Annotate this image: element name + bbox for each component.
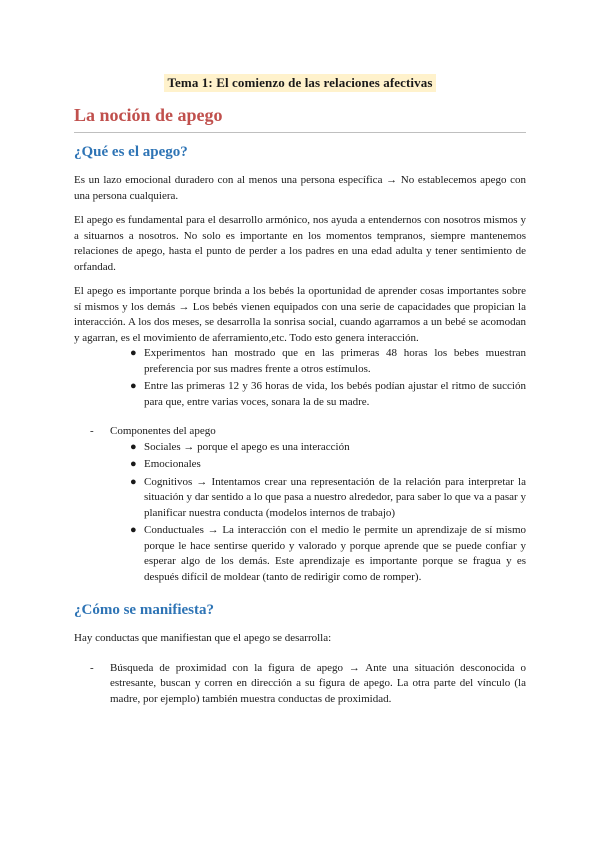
bullet-text: Entre las primeras 12 y 36 horas de vida, los bebés podían ajustar el ritmo de succión para que, entre varias voces, sonara la de su madre. (144, 380, 526, 408)
paragraph-definition: Es un lazo emocional duradero con al menos una persona específica → No establecemos apego con una persona cualquiera. (74, 174, 526, 202)
proximity-text: Búsqueda de proximidad con la figura de apego → Ante una situación desconocida o estresante, buscan y corren en dirección a su figura de apego. La otra parte del vínculo (la madre, por ejemplo) también muestra conductas de proximidad. (110, 661, 526, 705)
bullet-icon: ● (130, 380, 137, 392)
heading-la-nocion-de-apego: La noción de apego (74, 105, 223, 125)
bullet-icon: ● (130, 458, 137, 470)
document-title: Tema 1: El comienzo de las relaciones afectivas (164, 74, 435, 92)
components-list (74, 440, 526, 586)
paragraph-manifest-intro: Hay conductas que manifiestan que el apego se desarrolla: (74, 632, 332, 644)
list-item (74, 475, 526, 522)
paragraph-importance: El apego es fundamental para el desarrollo armónico, nos ayuda a entendernos con nosotros mismos y a situarnos a nosotros. No solo es importante en los momentos tempranos, siempre mantenemos relaciones de apego, hasta el punto de perder a los padres en una edad adulta y tener sentimiento de orfandad. (74, 214, 526, 273)
bullet-icon: ● (130, 347, 137, 359)
heading-divider (74, 132, 526, 133)
heading-que-es-el-apego: ¿Qué es el apego? (74, 144, 188, 160)
list-item (74, 661, 526, 708)
bullet-text: Emocionales (144, 458, 201, 470)
bullet-text: Cognitivos → Intentamos crear una representación de la relación para interpretar la situación y dar sentido a lo que pasa a nuestro alrededor, para saber lo que va a pasar y planificar nuestra conducta (modelos internos de trabajo) (144, 475, 526, 519)
list-item (74, 346, 526, 377)
list-item (74, 457, 526, 473)
bullet-icon: ● (130, 440, 137, 453)
bullet-icon: ● (130, 524, 137, 536)
heading-como-se-manifiesta: ¿Cómo se manifiesta? (74, 602, 214, 618)
evidence-bullet-list (74, 346, 526, 410)
title-wrapper (74, 74, 526, 92)
document-body (74, 74, 526, 707)
dash-icon: - (90, 425, 94, 437)
components-label: Componentes del apego (110, 425, 216, 437)
dash-icon: - (90, 661, 94, 674)
paragraph-opportunity: El apego es importante porque brinda a los bebés la oportunidad de aprender cosas importantes sobre sí mismos y los demás → Los bebés vienen equipados con una serie de capacidades que propician la interacción. A los dos meses, se desarrolla la sonrisa social, cuando agarramos a un bebé se acomodan y agarran, es el movimiento de aferramiento,etc. Todo esto genera interacción. (74, 285, 526, 344)
bullet-text: Experimentos han mostrado que en las primeras 48 horas los bebes muestran preferencia por sus madres frente a otros estímulos. (144, 347, 526, 375)
list-item (74, 379, 526, 410)
components-heading (74, 424, 526, 440)
bullet-text: Sociales → porque el apego es una interacción (144, 440, 350, 453)
bullet-text: Conductuales → La interacción con el medio le permite un aprendizaje de sí mismo porque le hace sentirse querido y valorado y porque aprende que se puede confiar y esperar algo de los demás. Este aprendizaje es importante porque se fragua y es después difícil de moldear (tanto de redirigir como de romper). (144, 524, 526, 583)
bullet-icon: ● (130, 475, 137, 488)
list-item (74, 440, 526, 456)
list-item (74, 523, 526, 585)
